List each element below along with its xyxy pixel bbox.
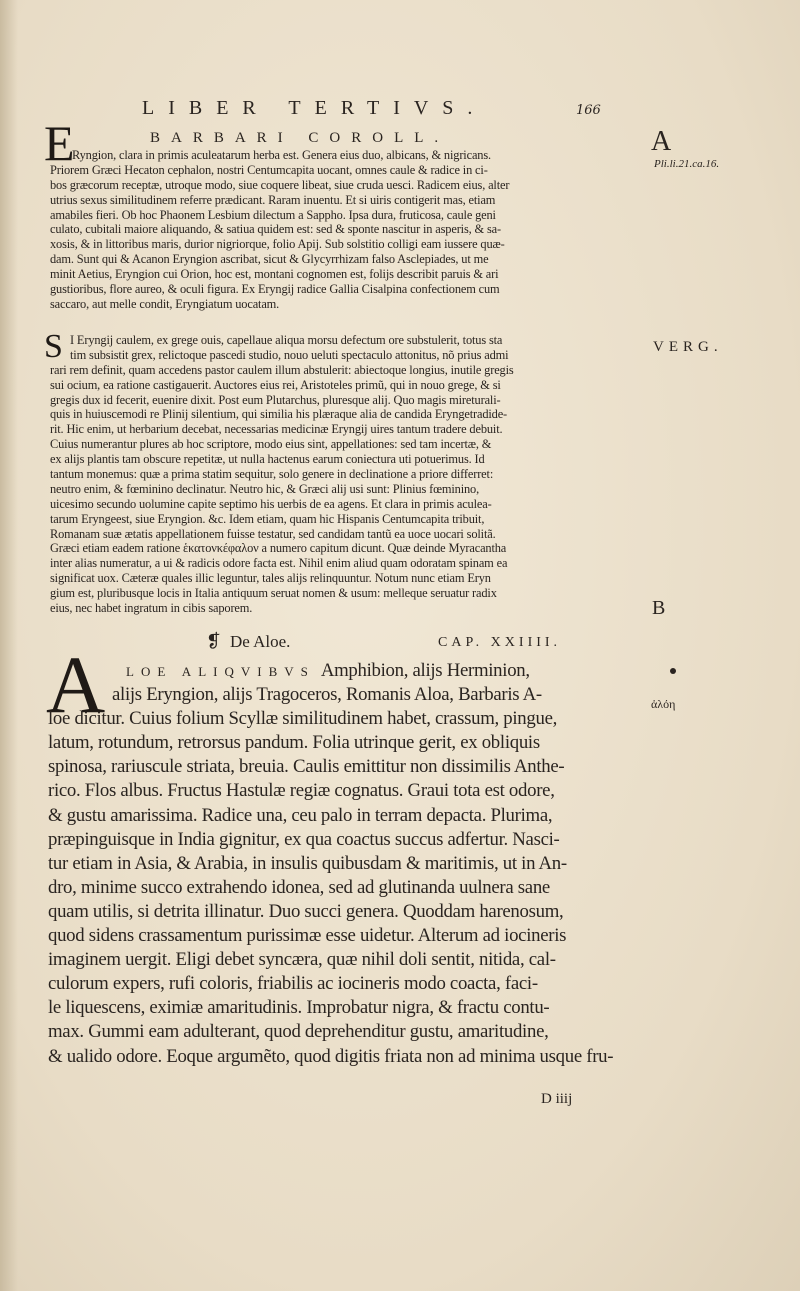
- text-line: I Eryngij caulem, ex grege ouis, capellaue aliqua morsu defectum ore substulerit, totus sta: [70, 333, 503, 347]
- drop-cap-a: A: [46, 639, 106, 730]
- text-line: quod sidens crassamentum purissimæ esse uidetur. Alterum ad iocineris: [48, 925, 567, 947]
- text-line: Græci etiam eadem ratione ἑκατονκέφαλον a numero capitum dicunt. Quæ deinde Myracantha: [50, 541, 507, 556]
- text-line: gustioribus, flore aureo, & oculi figura. Ex Eryngij radice Gallia Cisalpina confectionem cum: [50, 282, 500, 297]
- section-1-text: [50, 148, 640, 312]
- text-line: Romanam suæ ætatis appellationem fuisse testatur, sed candidam tantũ ea uoce uocari solitã.: [50, 526, 496, 541]
- text-line: sui ocium, ea ratione castigauerit. Auctores eius rei, Aristoteles primũ, qui in nouo grege, & si: [50, 377, 501, 392]
- text-line: alijs Eryngion, alijs Tragoceros, Romanis Aloa, Barbaris A-: [112, 684, 542, 706]
- text-line: saccaro, aut melle condit, Eryngiatum uocatam.: [50, 296, 280, 311]
- text-line: rico. Flos albus. Fructus Hastulæ regiæ cognatus. Graui tota est odore,: [48, 780, 555, 802]
- text-line: tarum Eryngeest, siue Eryngion. &c. Idem etiam, quam hic Hispanis Centumcapita tribuit,: [50, 511, 485, 526]
- text-line: neutro enim, & fœminino declinatur. Neutro hic, & Græci alij usi sunt: Plinius fœminino,: [50, 481, 480, 496]
- text-line: spinosa, rariuscule striata, breuia. Caulis emittitur non dissimilis Anthe-: [48, 756, 565, 778]
- pilcrow-mark: ❡: [206, 631, 222, 651]
- text-line: eius, nec habet ingratum in cibis saporem.: [50, 601, 253, 616]
- text-line: significat uox. Cæteræ quales illic leguntur, tales alijs relinquuntur. Notum nunc etiam Eryn: [50, 571, 491, 586]
- chapter-title: De Aloe.: [230, 632, 291, 651]
- marginal-verg: VERG.: [653, 339, 723, 355]
- text-line: tur etiam in Asia, & Arabia, in insulis quibusdam & maritimis, ut in An-: [48, 852, 567, 874]
- text-line: latum, rotundum, retrorsus pandum. Folia utrinque gerit, ex obliquis: [48, 732, 540, 754]
- text-line: dam. Sunt qui & Acanon Eryngion ascribat, sicut & Glycyrrhizam falso Asclepiades, ut me: [50, 252, 489, 267]
- folio-number: 166: [576, 103, 601, 118]
- text-line: loe dicitur. Cuius folium Scyllæ similitudinem habet, crassum, pingue,: [48, 708, 558, 730]
- marginal-greek: ἀλόη: [651, 697, 676, 711]
- text-line: gium est, pluribusque locis in Italia antiquum seruat nomen & usum: melleque seruatur radix: [50, 586, 497, 601]
- text-line: quam utilis, si detrita illinatur. Duo succi genera. Quoddam harenosum,: [48, 900, 564, 922]
- marginal-letter-a: A: [651, 126, 672, 157]
- text-line: Priorem Græci Hecaton cephalon, nostri Centumcapita uocant, omnes caule & radice in ci-: [50, 162, 488, 177]
- text-line: bos græcorum receptæ, utroque modo, siue coquere libeat, siue cruda uesci. Radicem eius, alter: [50, 177, 510, 192]
- text-line: culorum expers, rufi coloris, friabilis ac iocineris modo coacta, faci-: [48, 973, 538, 995]
- text-line: inter alias numeratur, a ui & radicis odore facta est. Nihil enim aliud quam odoratam spinam ea: [50, 556, 508, 571]
- text-line: Cuius numerantur plures ab hoc scriptore, modo eius sint, appellationes: sed tam incertæ, &: [50, 437, 492, 452]
- marginal-letter-b: B: [652, 597, 666, 619]
- text-line: xosis, & in littoribus maris, durior nigriorque, folio Apij. Sub solstitio colligi eam iussere quæ-: [50, 237, 505, 252]
- text-line: præpinguisque in India gignitur, ex qua coactus succus adfertur. Nasci-: [48, 828, 560, 850]
- text-line: utrius sexus similitudinem referre prædicant. Raram inuentu. Et si uiris contigerit mas, etiam: [50, 192, 496, 207]
- aloe-lead-caps: LOE ALIQVIBVS: [126, 664, 315, 679]
- text-line-rest: Amphibion, alijs Herminion,: [320, 660, 530, 681]
- text-line: minit Aetius, Eryngion cui Orion, hoc est, montani cognomen est, folijs describit paruis & ari: [50, 267, 499, 282]
- drop-cap-e: E: [44, 115, 75, 171]
- text-line: amabiles fieri. Ob hoc Phaonem Lesbium dilectum a Sappho. Ipsa dura, fruticosa, caule geni: [50, 207, 496, 222]
- section-heading-barbari: BARBARI COROLL.: [150, 130, 450, 146]
- text-line: & gustu amarissima. Radice una, ceu palo in terram depacta. Plurima,: [48, 804, 553, 826]
- text-line: Ryngion, clara in primis aculeatarum herba est. Genera eius duo, albicans, & nigricans.: [72, 148, 491, 162]
- running-head: LIBER TERTIVS.: [142, 97, 487, 119]
- chapter-number: CAP. XXIIII.: [438, 635, 562, 650]
- marginal-bullet: [670, 668, 676, 674]
- text-line: gregis dux id fecerit, euenire dixit. Post eum Plutarchus, pluresque alij. Quo magis mireturali-: [50, 392, 501, 407]
- text-line: uicesimo secundo uolumine capite septimo his uerbis de ea agens. Et clara in primis aculea-: [50, 496, 492, 511]
- text-line: le liquescens, eximiæ amaritudinis. Improbatur nigra, & fractu contu-: [48, 997, 550, 1019]
- text-line: quis in huiuscemodi re Plinij silentium, qui similia his plæraque alia de candida Eryngetradide-: [50, 407, 508, 422]
- binding-shadow: [0, 0, 18, 1291]
- text-line: rit. Hic enim, ut herbarium decebat, necessarias medicinæ Eryngij uires tantum tradere debuit.: [50, 422, 503, 437]
- text-line: max. Gummi eam adulterant, quod deprehenditur gustu, amaritudine,: [48, 1021, 549, 1043]
- drop-cap-s: S: [44, 328, 63, 365]
- text-line: tantum monemus: quæ a prima statim sequitur, solo genere in declinatione a priore differret:: [50, 467, 494, 482]
- marginal-reference: Pli.li.21.ca.16.: [654, 158, 720, 170]
- text-line: culato, cubitali maiore aliquando, & satiua quidem est: sed & sponte nascitur in asperis, & sa-: [50, 222, 501, 237]
- text-line: rari rem definit, quam accedens pastor caulem illum abstulerit: abiectoque longius, inutile gregis: [50, 362, 514, 377]
- text-line: dro, minime succo extrahendo idonea, sed ad glutinanda uulnera sane: [48, 876, 550, 898]
- text-line: ex alijs plantis tam obscure repetitæ, ut nulla hactenus earum coniectura uti potuerimus. Id: [50, 452, 485, 467]
- section-3-text: [48, 659, 640, 1069]
- text-line: [48, 659, 640, 683]
- text-line: tim subsistit grex, relictoque pascedi studio, nouo ueluti spectaculo attonitus, nõ prius admi: [70, 347, 509, 362]
- section-2-text: [50, 333, 640, 616]
- signature-mark: D iiij: [541, 1091, 573, 1107]
- text-line: imaginem uergit. Eligi debet syncæra, quæ nihil doli sentit, nitida, cal-: [48, 949, 556, 971]
- text-line: & ualido odore. Eoque argumẽto, quod digitis friata non ad minima usque fru-: [48, 1045, 614, 1067]
